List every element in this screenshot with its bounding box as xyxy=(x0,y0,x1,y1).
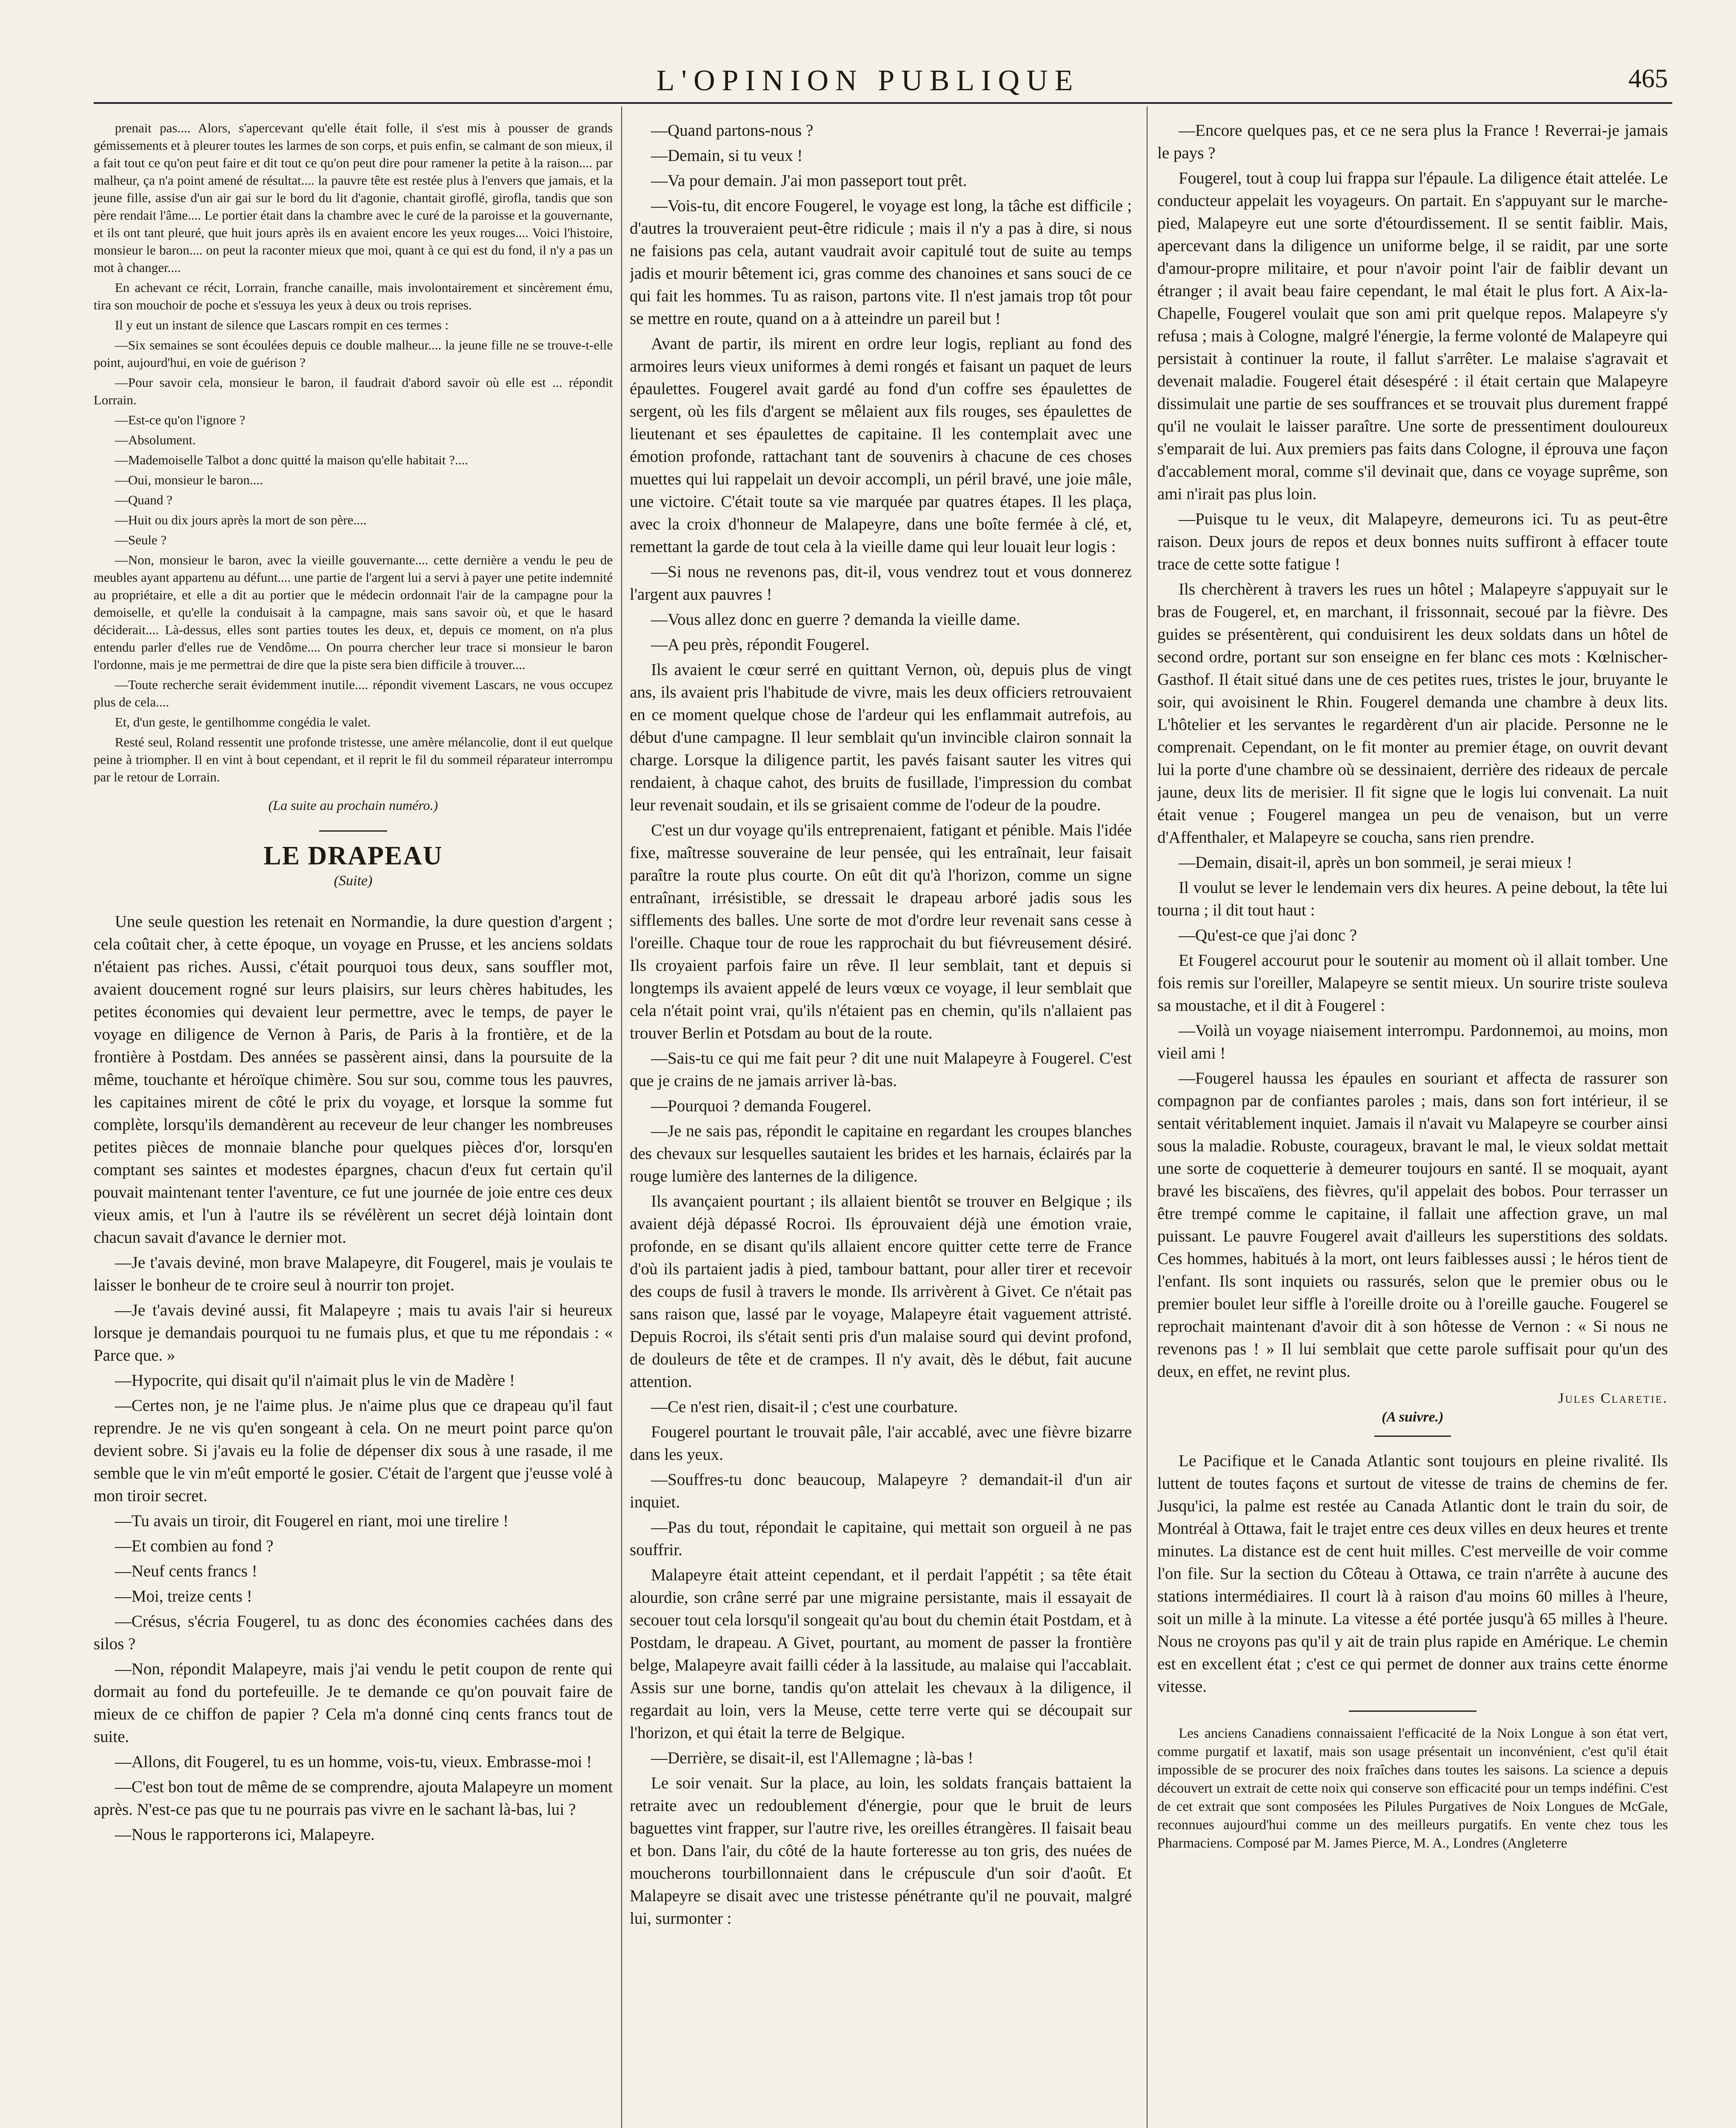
paragraph: —Crésus, s'écria Fougerel, tu as donc des économies cachées dans des silos ? xyxy=(94,1612,613,1653)
section-heading xyxy=(94,830,613,889)
paragraph: —Tu avais un tiroir, dit Fougerel en riant, moi une tirelire ! xyxy=(115,1512,509,1530)
column-middle xyxy=(630,119,1132,2128)
paragraph: —Non, répondit Malapeyre, mais j'ai vendu le petit coupon de rente qui dormait au fond du portefeuille. Je te demande ce qu'on pouvait faire de mieux de ce chiffon de papier ? Cela m'a donné cinq cents francs tout de suite. xyxy=(94,1660,613,1746)
paragraph: prenait pas.... Alors, s'apercevant qu'elle était folle, il s'est mis à pousser de grands gémissements et à pleurer toutes les larmes de son corps, et puis enfin, se calmant de son mieux, il a fait tout ce qu'on peut faire et dit tout ce qu'on peut dire pour ramener la petite à la raison.... par malheur, ça n'a point amené de résultat.... la pauvre tête est restée plus à l'envers que jamais, et la jeune fille, assise d'un air gai sur le bord du lit d'agonie, chantait giroflé, girofla, tandis que son père rendait l'âme.... Le portier était dans la chambre avec le curé de la paroisse et la gouvernante, et ils ont tant pleuré, que huit jours après ils en avaient encore les yeux rouges.... Voici l'histoire, monsieur le baron.... on peut la raconter mieux que moi, quant à ce qui est du fond, il n'y a pas un mot à changer.... xyxy=(94,120,613,275)
paragraph: —Quand ? xyxy=(115,492,173,507)
paragraph: —Demain, si tu veux ! xyxy=(651,146,803,165)
divider xyxy=(1374,1436,1451,1437)
paragraph: —Vois-tu, dit encore Fougerel, le voyage est long, la tâche est difficile ; d'autres la trouveraient peut-être ridicule ; mais il n'y a pas à dire, si nous ne faisions pas cela, autant vaudrait avoir capitulé tout de suite au temps jadis et mourir bêtement ici, gras comme des chanoines et sans souci de ce qui fait les hommes. Tu as raison, partons vite. Il n'est jamais trop tôt pour se mettre en route, quand on a à atteindre un pareil but ! xyxy=(630,197,1132,328)
paragraph: —Je ne sais pas, répondit le capitaine en regardant les croupes blanches des chevaux sur lesquelles sautaient les brides et les harnais, éclairés par la rouge lumière des lanternes de la diligence. xyxy=(630,1122,1132,1185)
paragraph: En achevant ce récit, Lorrain, franche canaille, mais involontairement et sincèrement ému, tira son mouchoir de poche et s'essuya les yeux à deux ou trois reprises. xyxy=(94,280,613,312)
heading-rule xyxy=(319,830,387,832)
paragraph: Malapeyre était atteint cependant, et il perdait l'appétit ; sa tête était alourdie, son crâne serré par une migraine persistante, mais il essayait de secouer tout cela lorsqu'il songeait qu'au bout du chemin était Postdam, et à Postdam, le drapeau. A Givet, pourtant, au moment de passer la frontière belge, Malapeyre avait failli céder à la lassitude, au malaise qui l'accablait. Assis sur une borne, tandis qu'on attelait les chevaux à la diligence, il regardait au loin, vers la Meuse, cette terre verte qui se découpait sur l'horizon, et qui était la terre de Belgique. xyxy=(630,1566,1132,1742)
paragraph: —Fougerel haussa les épaules en souriant et affecta de rassurer son compagnon par de confiantes paroles ; mais, dans son fort intérieur, il se sentait véritablement inquiet. Jamais il n'avait vu Malapeyre se courber ainsi sous la maladie. Robuste, courageux, bravant le mal, le vieux soldat mettait une sorte de coquetterie à demeurer toujours en santé. Il se moquait, ayant bravé les biscaïens, des fièvres, qu'il appelait des bobos. Pour terrasser un être trempé comme le capitaine, il fallait une affection grave, un mal puissant. Le pauvre Fougerel avait d'ailleurs les superstitions des soldats. Ces hommes, habitués à la mort, ont leurs faiblesses aussi ; le héros tient de l'enfant. Ils sont inquiets ou rassurés, selon que le premier obus ou le premier boulet leur siffle à l'oreille droite ou à l'oreille gauche. Fougerel se reprochait maintenant d'avoir dit à son hôtesse de Vernon : « Si nous ne revenons pas ! » Il lui semblait que cette parole suffisait pour qu'un des deux, en effet, ne revint plus. xyxy=(1157,1069,1668,1381)
paragraph: —Demain, disait-il, après un bon sommeil, je serai mieux ! xyxy=(1179,853,1572,872)
paragraph: Une seule question les retenait en Normandie, la dure question d'argent ; cela coûtait cher, à cette époque, un voyage en Prusse, et les anciens soldats n'étaient pas riches. Aussi, c'était pourquoi tous deux, sans souffler mot, avaient doucement rogné sur leurs plaisirs, sur leurs chères habitudes, les petites économies qui devaient leur permettre, avec le temps, de payer le voyage en diligence de Vernon à Paris, de Paris à la frontière, et de la frontière à Postdam. Des années se passèrent ainsi, dans la poursuite de la même, touchante et héroïque chimère. Sou sur sou, comme tous les pauvres, les capitaines mirent de côté le prix du voyage, et lorsque la somme fut complète, lorsqu'ils demandèrent au receveur de leur changer les nombreuses petites pièces de monnaie blanche pour quelques pièces d'or, lorsqu'en comptant ses saintes et modestes épargnes, chacun d'eux fut certain qu'il pouvait maintenant tenter l'aventure, ce fut une journée de joie entre ces deux vieux amis, et l'un à l'autre ils se révélèrent un secret déjà lointain dont chacun savait d'avance le dernier mot. xyxy=(94,912,613,1247)
paragraph: Ils avançaient pourtant ; ils allaient bientôt se trouver en Belgique ; ils avaient déjà dépassé Rocroi. Ils éprouvaient déjà une émotion vraie, profonde, en se disant qu'ils allaient encore quitter cette terre de France d'où ils partaient jadis à pied, tambour battant, pour aller tirer et recevoir des coups de fusil à travers le monde. Ils arrivèrent à Givet. Ce n'était pas sans raison que, lassé par le voyage, Malapeyre était vaguement attristé. Depuis Rocroi, ils s'était senti pris d'un malaise sourd qui devint profond, de douleurs de tête et de crampes. Il n'y avait, dès le début, fait aucune attention. xyxy=(630,1192,1132,1391)
page-number: 465 xyxy=(1628,64,1668,93)
paragraph: C'est un dur voyage qu'ils entreprenaient, fatigant et pénible. Mais l'idée fixe, maîtresse souveraine de leur pensée, qui les entraînait, leur faisait paraître la route plus courte. On eût dit qu'à l'horizon, comme un signe entraînant, irrésistible, se dressait le drapeau arboré jadis sous les sifflements des balles. Une sorte de mot d'ordre leur revenait sans cesse à l'oreille. Chaque tour de roue les rapprochait du but fiévreusement désiré. Ils croyaient parfois faire un rêve. Il leur semblait, tant et depuis si longtemps ils avaient appelé de leurs vœux ce voyage, il leur semblait que cela n'était point vrai, qu'ils n'étaient pas en chemin, qu'ils n'allaient pas trouver Berlin et Potsdam au bout de la route. xyxy=(630,821,1132,1042)
paragraph: Ils cherchèrent à travers les rues un hôtel ; Malapeyre s'appuyait sur le bras de Fougerel, et, en marchant, il frissonnait, secoué par la fièvre. Des guides se présentèrent, qui conduisirent les deux soldats dans un hôtel de second ordre, portant sur son enseigne en fer blanc ces mots : Kœlnischer-Gasthof. Il était situé dans une de ces petites rues, tristes le jour, bruyante le soir, qui avoisinent le Rhin. Fougerel demanda une chambre à deux lits. L'hôtelier et les servantes le regardèrent d'un air placide. Personne ne le comprenait. Cependant, on le fit monter au premier étage, on ouvrit devant lui la porte d'une chambre où se dessinaient, derrière des rideaux de percale jaune, deux lits de merisier. Il fit signe que le logis lui convenait. La nuit était venue ; Fougerel mangea un peu de venaison, but un verre d'Affenthaler, et Malapeyre se coucha, sans rien prendre. xyxy=(1157,580,1668,847)
paragraph: —Qu'est-ce que j'ai donc ? xyxy=(1179,926,1357,944)
paragraph: —Derrière, se disait-il, est l'Allemagne ; là-bas ! xyxy=(651,1749,974,1767)
paragraph: —Huit ou dix jours après la mort de son père.... xyxy=(115,512,367,527)
to-be-continued: (A suivre.) xyxy=(1382,1409,1444,1425)
paragraph: —Pas du tout, répondait le capitaine, qui mettait son orgueil à ne pas souffrir. xyxy=(630,1518,1132,1559)
paragraph: —Seule ? xyxy=(115,532,167,547)
divider xyxy=(1349,1710,1476,1712)
section-subtitle: (Suite) xyxy=(334,873,373,889)
advert-text: Les anciens Canadiens connaissaient l'efficacité de la Noix Longue à son état vert, comme purgatif et laxatif, mais son usage présentait un inconvénient, c'est qu'il était impossible de se procurer des noix fraîches dans toutes les saisons. La science a depuis découvert un extrait de cette noix qui conserve son efficacité pour un temps indéfini. C'est de cet extrait que sont composées les Pilules Purgatives de Noix Longues de McGale, reconnues aujourd'hui comme un des meilleurs purgatifs. En vente chez tous les Pharmaciens. Composé par M. James Pierce, M. A., Londres (Angleterre xyxy=(1157,1726,1668,1851)
paragraph: Fougerel pourtant le trouvait pâle, l'air accablé, avec une fièvre bizarre dans les yeux. xyxy=(630,1423,1132,1464)
section-title: LE DRAPEAU xyxy=(263,841,443,870)
paragraph: —Six semaines se sont écoulées depuis ce double malheur.... la jeune fille ne se trouve-t-elle point, aujourd'hui, en voie de guérison ? xyxy=(94,338,613,370)
paragraph: —Oui, monsieur le baron.... xyxy=(115,472,263,487)
paragraph: —Mademoiselle Talbot a donc quitté la maison qu'elle habitait ?.... xyxy=(115,452,468,467)
paragraph: —Toute recherche serait évidemment inutile.... répondit vivement Lascars, ne vous occupez plus de cela.... xyxy=(94,677,613,709)
paragraph: —Je t'avais deviné, mon brave Malapeyre, dit Fougerel, mais je voulais te laisser le bonheur de te croire seul à nourrir ton projet. xyxy=(94,1253,613,1294)
paragraph: Avant de partir, ils mirent en ordre leur logis, repliant au fond des armoires leurs vieux uniformes à demi rongés et faisant un paquet de leurs épaulettes. Fougerel avait gardé au fond d'un coffre ses épaulettes de sergent, où les fils d'argent se mêlaient aux fils rouges, ses épaulettes de lieutenant et ses épaulettes de capitaine. Il les contemplait avec une émotion profonde, rattachant tant de souvenirs à chacune de ces choses muettes qui lui rappelait un devoir accompli, un péril bravé, une joie mâle, une victoire. C'était toute sa vie marquée par quatres étapes. Il les plaça, avec la croix d'honneur de Malapeyre, dans une boîte fermée à clé, et, remettant la garde de tout cela à la vieille dame qui leur louait leur logis : xyxy=(630,335,1132,556)
paragraph: Resté seul, Roland ressentit une profonde tristesse, une amère mélancolie, dont il eut quelque peine à triompher. Il en vint à bout cependant, et il reprit le fil du sommeil réparateur interrompu par le retour de Lorrain. xyxy=(94,735,613,784)
paragraph: Il voulut se lever le lendemain vers dix heures. A peine debout, la tête lui tourna ; il dit tout haut : xyxy=(1157,878,1668,919)
drapeau-text-continued xyxy=(1157,119,1668,1383)
author-signature: Jules Claretie. xyxy=(1558,1390,1668,1406)
paragraph: —Allons, dit Fougerel, tu es un homme, vois-tu, vieux. Embrasse-moi ! xyxy=(115,1753,592,1771)
paragraph: —Si nous ne revenons pas, dit-il, vous vendrez tout et vous donnerez l'argent aux pauvres ! xyxy=(630,563,1132,604)
paragraph: —Neuf cents francs ! xyxy=(115,1562,257,1580)
paragraph: Et, d'un geste, le gentilhomme congédia le valet. xyxy=(115,715,371,729)
paragraph: —Puisque tu le veux, dit Malapeyre, demeurons ici. Tu as peut-être raison. Deux jours de repos et deux bonnes nuits suffiront à effacer toute trace de cette sotte fatigue ! xyxy=(1157,510,1668,573)
paragraph: —Vous allez donc en guerre ? demanda la vieille dame. xyxy=(651,610,1020,629)
suite-note: (La suite au prochain numéro.) xyxy=(268,798,438,813)
column-rule xyxy=(621,106,622,2128)
paragraph: —A peu près, répondit Fougerel. xyxy=(651,635,870,654)
paragraph: —Moi, treize cents ! xyxy=(115,1587,252,1605)
column-rule xyxy=(1147,106,1148,2128)
paragraph: —Est-ce qu'on l'ignore ? xyxy=(115,412,246,427)
column-right xyxy=(1157,119,1668,2128)
paragraph: —Certes non, je ne l'aime plus. Je n'aime plus que ce drapeau qu'il faut reprendre. Je ne vis qu'en songeant à cela. On ne meurt point parce qu'on devient sobre. Si j'avais eu la folie de dépenser dix sous à une rasade, il me semble que le vin m'eût emporté le gosier. C'était de l'argent que j'eusse volé à mon tiroir secret. xyxy=(94,1396,613,1505)
paragraph: Ils avaient le cœur serré en quittant Vernon, où, depuis plus de vingt ans, ils avaient pris l'habitude de vivre, mais les deux officiers retrouvaient en ce moment quelque chose de l'ardeur qui les enflammait autrefois, au début d'une campagne. Il leur semblait qu'un invincible clairon sonnait la charge. Lorsque la diligence partit, les pavés faisant sauter les vitres qui rendaient, à chaque cahot, des bruits de fusillade, l'impression du combat leur revenait soudain, et ils se grisaient comme de l'odeur de la poudre. xyxy=(630,661,1132,814)
paragraph: —Hypocrite, qui disait qu'il n'aimait plus le vin de Madère ! xyxy=(115,1371,515,1390)
paragraph: —Nous le rapporterons ici, Malapeyre. xyxy=(115,1825,375,1844)
paragraph: Il y eut un instant de silence que Lascars rompit en ces termes : xyxy=(115,317,449,332)
paragraph: Le soir venait. Sur la place, au loin, les soldats français battaient la retraite avec un redoublement d'énergie, pour que le bruit de leurs baguettes vint frapper, sur l'autre rive, les oreilles étrangères. Il faisait beau et bon. Dans l'air, du côté de la haute forteresse au ton gris, des nuées de moucherons tourbillonnaient dans le crépuscule d'un soir d'août. Et Malapeyre se disait avec une tristesse pénétrante qu'il ne pouvait, malgré lui, surmonter : xyxy=(630,1774,1132,1928)
paragraph: —Ce n'est rien, disait-il ; c'est une courbature. xyxy=(651,1398,958,1416)
news-item: Le Pacifique et le Canada Atlantic sont toujours en pleine rivalité. Ils luttent de toutes façons et surtout de vitesse de trains de chemins de fer. Jusqu'ici, la palme est restée au Canada Atlantic dont le train du soir, de Montréal à Ottawa, fait le trajet entre ces deux villes en deux heures et trente minutes. La distance est de cent huit milles. C'est merveille de voir comme l'on file. Sur la section du Côteau à Ottawa, ce train n'arrête à aucune des stations intermédiaires. Il court là à raison d'au moins 60 milles à l'heure, soit un mille à la minute. La vitesse a été portée jusqu'à 65 milles à l'heure. Nous ne croyons pas qu'il y ait de train plus rapide en Amérique. Le chemin est en excellent état ; c'est ce qui permet de donner aux trains cette énorme vitesse. xyxy=(1157,1452,1668,1696)
header-rule xyxy=(94,102,1672,104)
paragraph: —Va pour demain. J'ai mon passeport tout prêt. xyxy=(651,172,967,190)
paragraph: —Absolument. xyxy=(115,432,196,447)
paragraph: —Sais-tu ce qui me fait peur ? dit une nuit Malapeyre à Fougerel. C'est que je crains de ne jamais arriver là-bas. xyxy=(630,1049,1132,1090)
paragraph: —C'est bon tout de même de se comprendre, ajouta Malapeyre un moment après. N'est-ce pas que tu ne pourrais pas vivre en le sachant là-bas, lui ? xyxy=(94,1778,613,1819)
advertisement xyxy=(1157,1725,1668,1853)
paragraph: —Pourquoi ? demanda Fougerel. xyxy=(651,1097,871,1115)
paragraph: Et Fougerel accourut pour le soutenir au moment où il allait tomber. Une fois remis sur l'oreiller, Malapeyre se sentit mieux. Un sourire triste souleva sa moustache, et il dit à Fougerel : xyxy=(1157,951,1668,1015)
drapeau-text xyxy=(94,910,613,1846)
paragraph: —Encore quelques pas, et ce ne sera plus la France ! Reverrai-je jamais le pays ? xyxy=(1157,121,1668,162)
serial-continuation xyxy=(94,119,613,786)
paragraph: —Et combien au fond ? xyxy=(115,1537,274,1555)
paragraph: Fougerel, tout à coup lui frappa sur l'épaule. La diligence était attelée. Le conducteur appelait les voyageurs. On partait. En s'appuyant sur le marche-pied, Malapeyre eut une sorte d'étourdissement. Il se sentit faiblir. Mais, apercevant dans la diligence un uniforme belge, il se raidit, par une sorte d'amour-propre militaire, et pour n'avoir point l'air de faiblir devant un étranger ; il avait beau faire cependant, le mal était le plus fort. A Aix-la-Chapelle, Fougerel voulait que son ami prit quelque repos. Malapeyre s'y refusa ; mais à Cologne, malgré l'énergie, la ferme volonté de Malapeyre qui persistait à continuer la route, il fallut s'arrêter. Le malaise s'agravait et devenait maladie. Fougerel était désespéré : il était certain que Malapeyre dissimulait une partie de ses souffrances et se trouvait plus durement frappé qu'il ne voulait le laisser paraître. Une sorte de pressentiment douloureux s'emparait de lui. Aux premiers pas faits dans Cologne, il éprouva une façon d'accablement moral, comme s'il devinait que, dans ce voyage suprême, son ami n'irait pas plus loin. xyxy=(1157,169,1668,503)
paragraph: —Non, monsieur le baron, avec la vieille gouvernante.... cette dernière a vendu le peu de meubles ayant appartenu au défunt.... une partie de l'argent lui a servi à payer une petite indemnité au propriétaire, et elle a dit au portier que le médecin ordonnait l'air de la campagne pour la demoiselle, et qu'elle la conduisait à la campagne, mais sans savoir où, et que le hasard déciderait.... Là-dessus, elles sont parties toutes les deux, et, depuis ce moment, on n'a plus entendu parler d'elles rue de Vendôme.... On pourra chercher leur trace si monsieur le baron l'ordonne, mais je me permettrai de dire que la piste sera bien difficile à trouver.... xyxy=(94,552,613,672)
column-left xyxy=(94,119,613,2128)
paragraph: —Je t'avais deviné aussi, fit Malapeyre ; mais tu avais l'air si heureux lorsque je demandais pourquoi tu ne fumais plus, et que tu me répondais : « Parce que. » xyxy=(94,1301,613,1364)
paragraph: —Quand partons-nous ? xyxy=(651,121,814,140)
paragraph: —Pour savoir cela, monsieur le baron, il faudrait d'abord savoir où elle est ... répondit Lorrain. xyxy=(94,375,613,407)
masthead-title: L'OPINION PUBLIQUE xyxy=(656,64,1080,97)
paragraph: —Voilà un voyage niaisement interrompu. Pardonnemoi, au moins, mon vieil ami ! xyxy=(1157,1021,1668,1062)
paragraph: —Souffres-tu donc beaucoup, Malapeyre ? demandait-il d'un air inquiet. xyxy=(630,1470,1132,1511)
